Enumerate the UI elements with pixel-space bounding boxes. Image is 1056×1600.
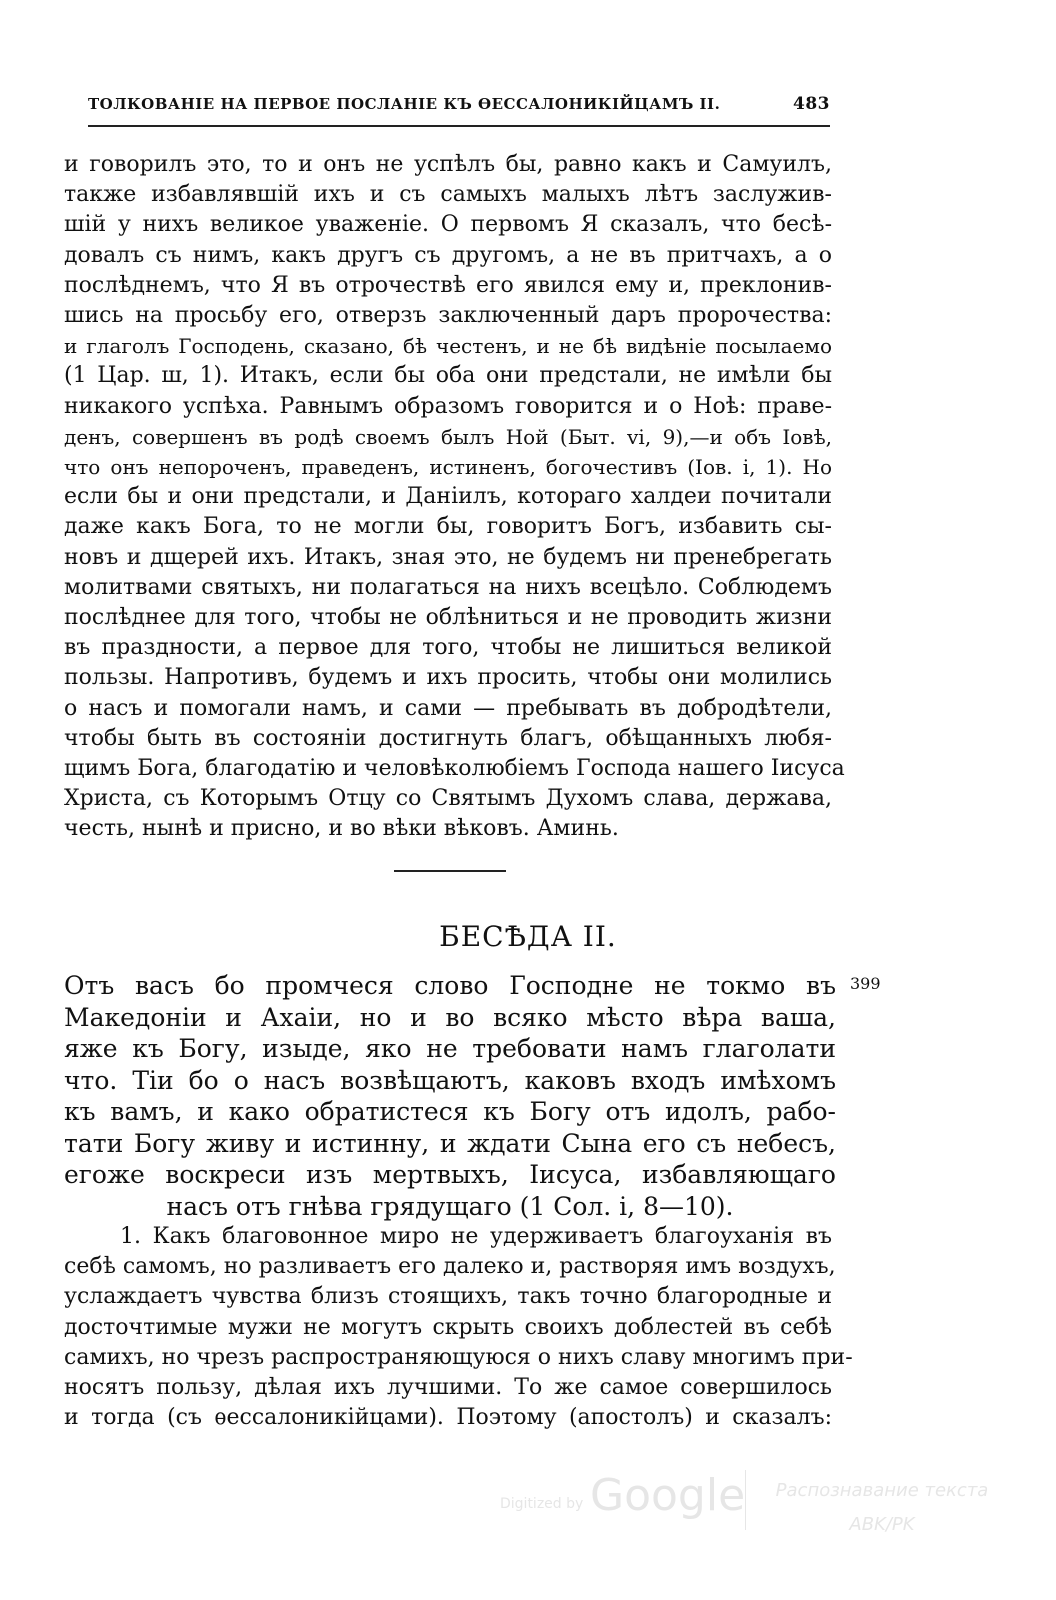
text-line: шись на просьбу его, отверзъ заключенный даръ пророчества: (64, 303, 832, 329)
running-title: ТОЛКОВАНІЕ НА ПЕРВОЕ ПОСЛАНІЕ КЪ ѲЕССАЛОНИКІЙЦАМЪ II. (88, 95, 721, 113)
digitization-watermark (500, 1470, 1020, 1535)
text-line: 1. Какъ благовонное миро не удерживаетъ благоуханія въ (120, 1224, 832, 1249)
text-line: новъ и дщерей ихъ. Итакъ, зная это, не будемъ ни пренебрегать (64, 544, 832, 570)
text-line: щимъ Бога, благодатію и человѣколюбіемъ Господа нашего Іисуса (64, 756, 845, 782)
scripture-line: егоже воскреси изъ мертвыхъ, Іисуса, избавляющаго (64, 1160, 836, 1189)
text-line: никакого успѣха. Равнымъ образомъ говорится и о Ноѣ: праве- (64, 393, 832, 419)
text-line: пользы. Напротивъ, будемъ и ихъ просить, чтобы они молились (64, 665, 832, 691)
text-line: молитвами святыхъ, ни полагаться на нихъ всецѣло. Соблюдемъ (64, 574, 832, 600)
scripture-line: къ вамъ, и како обратистеся къ Богу отъ идолъ, рабо- (64, 1097, 836, 1126)
homily-title: БЕСѢДА II. (439, 920, 617, 953)
text-line: довалъ съ нимъ, какъ другъ съ другомъ, а не въ притчахъ, а о (64, 242, 832, 268)
text-line: (1 Цар. ш, 1). Итакъ, если бы оба они предстали, не имѣли бы (64, 363, 832, 389)
text-line: послѣднемъ, что Я въ отрочествѣ его явился ему и, преклонив- (64, 272, 832, 298)
text-line: также избавлявшій ихъ и съ самыхъ малыхъ лѣтъ заслужив- (64, 182, 832, 208)
watermark-divider (745, 1470, 746, 1530)
text-line: даже какъ Бога, то не могли бы, говоритъ Богъ, избавить сы- (64, 514, 832, 540)
text-line: самихъ, но чрезъ распространяющуюся о нихъ славу многимъ при- (64, 1344, 853, 1370)
watermark-digitized: Digitized by (500, 1496, 584, 1512)
text-line: денъ, совершенъ въ родѣ своемъ былъ Ной (Быт. vi, 9),—и объ Іовѣ, (64, 424, 832, 449)
text-line: себѣ самомъ, но разливаетъ его далеко и, растворяя имъ воздухъ, (64, 1254, 836, 1280)
text-line: въ праздности, а первое для того, чтобы не лишиться великой (64, 635, 832, 661)
scripture-line: Македоніи и Ахаіи, но и во всяко мѣсто вѣра ваша, (64, 1002, 836, 1032)
page-number: 483 (793, 94, 830, 114)
text-line: честь, нынѣ и присно, и во вѣки вѣковъ. Аминь. (64, 816, 619, 842)
margin-page-number: 399 (850, 974, 881, 993)
watermark-note-line: ABK/PK (849, 1514, 915, 1535)
text-line: если бы и они предстали, и Даніилъ, котораго халдеи почитали (64, 484, 832, 510)
text-line: досточтимые мужи не могутъ скрыть своихъ доблестей въ себѣ (64, 1314, 832, 1340)
header-rule (88, 125, 830, 127)
text-line: о насъ и помогали намъ, и сами — пребывать въ добродѣтели, (64, 695, 832, 721)
text-line: услаждаетъ чувства близъ стоящихъ, такъ точно благородные и (64, 1284, 832, 1310)
scripture-passage (64, 970, 836, 1222)
watermark-note-line: Распознавание текста (775, 1480, 989, 1501)
watermark-google: Google (590, 1470, 746, 1521)
text-line: и тогда (съ ѳессалоникійцами). Поэтому (апостолъ) и сказалъ: (64, 1405, 832, 1431)
scripture-line: Отъ васъ бо промчеся слово Господне не токмо въ (64, 971, 836, 1000)
text-line: и говорилъ это, то и онъ не успѣлъ бы, равно какъ и Самуилъ, (64, 152, 832, 177)
text-line: носятъ пользу, дѣлая ихъ лучшими. То же самое совершилось (64, 1375, 832, 1401)
text-line: шій у нихъ великое уваженіе. О первомъ Я сказалъ, что бесѣ- (64, 212, 832, 238)
text-line: чтобы быть въ состояніи достигнуть благъ, обѣщанныхъ любя- (64, 725, 832, 751)
body-text (64, 150, 845, 845)
scripture-line: яже къ Богу, изыде, яко не требовати намъ глаголати (64, 1034, 836, 1063)
text-line: Христа, съ Которымъ Отцу со Святымъ Духомъ слава, держава, (64, 786, 832, 812)
text-line: и глаголъ Господень, сказано, бѣ честенъ, и не бѣ видѣніе посылаемо (64, 334, 832, 359)
running-head (88, 94, 830, 114)
paragraph-1 (64, 1222, 853, 1433)
scripture-line: насъ отъ гнѣва грядущаго (1 Сол. i, 8—10). (166, 1191, 734, 1221)
scripture-line: что. Тіи бо о насъ возвѣщаютъ, каковъ входъ имѣхомъ (64, 1065, 836, 1095)
text-line: что онъ непороченъ, праведенъ, истиненъ, богочестивъ (Іов. i, 1). Но (64, 455, 832, 480)
section-divider (394, 870, 506, 872)
watermark-note (752, 1474, 1012, 1542)
text-line: послѣднее для того, чтобы не облѣниться и не проводить жизни (64, 605, 832, 631)
scripture-line: тати Богу живу и истинну, и ждати Сына его съ небесъ, (64, 1128, 836, 1158)
